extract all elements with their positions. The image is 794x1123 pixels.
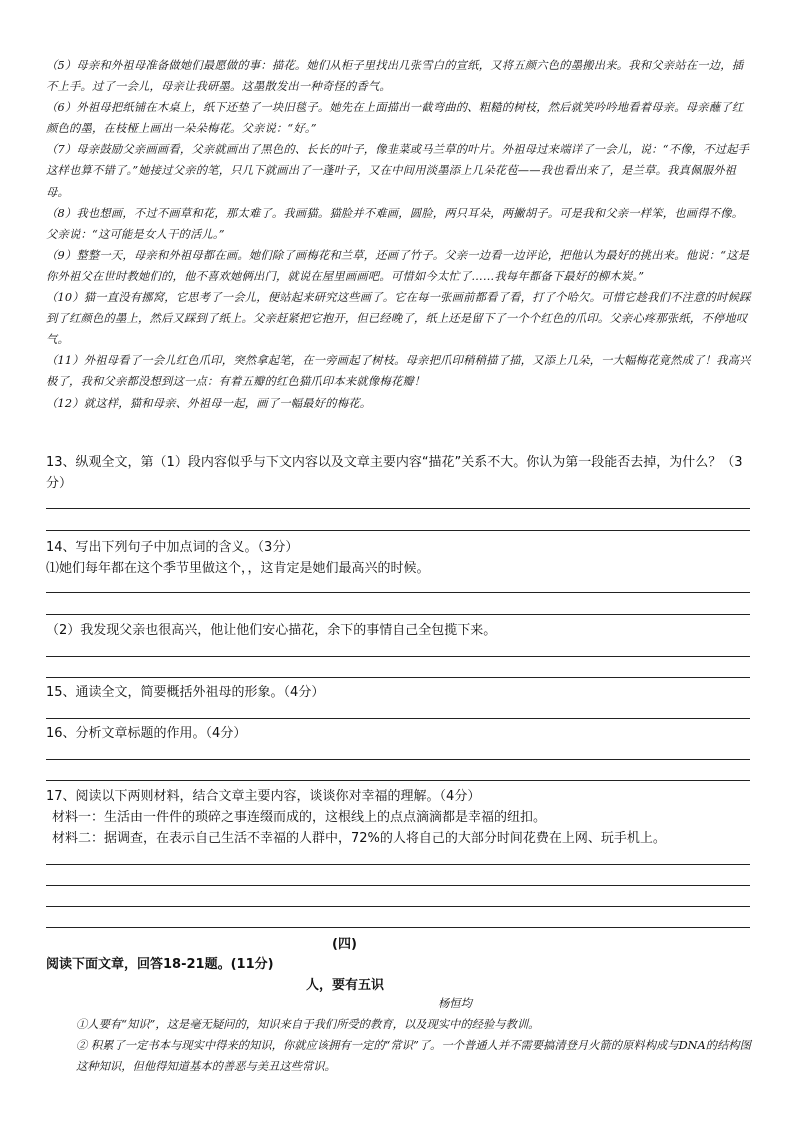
question-14-item-2: （2）我发现父亲也很高兴，他让他们安心描花，余下的事情自己全包揽下来。 bbox=[46, 623, 497, 638]
passage-paragraph-7: （7）母亲鼓励父亲画画看，父亲就画出了黑色的、长长的叶子，像韭菜或马兰草的叶片。外祖母过来端详了一会儿，说：“不像，不过起手这样也算不错了。”她接过父亲的笔，只几下就画出了一蓬叶子，又在中间用淡墨添上几朵花苞——我也看出来了，是兰草。我真佩服外祖母。 bbox=[46, 143, 750, 199]
question-15-text: 15、通读全文，简要概括外祖母的形象。（4分） bbox=[46, 685, 325, 700]
answer-line[interactable] bbox=[46, 885, 750, 886]
answer-line[interactable] bbox=[46, 656, 750, 657]
question-13 bbox=[46, 452, 756, 494]
answer-line[interactable] bbox=[46, 927, 750, 928]
question-14-item-1: ⑴她们每年都在这个季节里做这个，，这肯定是她们最高兴的时候。 bbox=[46, 561, 430, 576]
material-1: 材料一：生活由一件件的琐碎之事连缀而成的，这根线上的点点滴滴都是幸福的纽扣。 bbox=[52, 810, 547, 825]
material-2: 材料二：据调查，在表示自己生活不幸福的人群中，72%的人将自己的大部分时间花费在上网、玩手机上。 bbox=[52, 831, 666, 846]
question-14-text: 14、写出下列句子中加点词的含义。（3分） bbox=[46, 540, 299, 555]
passage-paragraph-5: （5）母亲和外祖母准备做她们最愿做的事：描花。她们从柜子里找出几张雪白的宣纸，又将五颜六色的墨搬出来。我和父亲站在一边，插不上手。过了一会儿，母亲让我研墨。这墨散发出一种奇怪的香气。 bbox=[46, 59, 744, 94]
answer-line[interactable] bbox=[46, 530, 750, 531]
answer-line[interactable] bbox=[46, 614, 750, 615]
answer-line[interactable] bbox=[46, 780, 750, 781]
question-13-text: 13、纵观全文，第（1）段内容似乎与下文内容以及文章主要内容“描花”关系不大。你认为第一段能否去掉，为什么？（3分） bbox=[46, 455, 743, 491]
answer-line[interactable] bbox=[46, 718, 750, 719]
question-16-text: 16、分析文章标题的作用。（4分） bbox=[46, 726, 247, 741]
answer-line[interactable] bbox=[46, 906, 750, 907]
question-17 bbox=[46, 786, 756, 849]
answer-line[interactable] bbox=[46, 759, 750, 760]
reading-instruction: 阅读下面文章，回答18-21题。(11分) bbox=[46, 957, 274, 972]
passage-paragraph-6: （6）外祖母把纸铺在木桌上，纸下还垫了一块旧毯子。她先在上面描出一截弯曲的、粗糙的树枝，然后就笑吟吟地看着母亲。母亲蘸了红颜色的墨，在枝桠上画出一朵朵梅花。父亲说：“好。” bbox=[46, 101, 744, 136]
article-paragraph-2: ② 积累了一定书本与现实中得来的知识，你就应该拥有一定的“常识”了。一个普通人并不需要搞清登月火箭的原料构成与DNA的结构图这种知识，但他得知道基本的善恶与美丑这些常识。 bbox=[76, 1039, 751, 1073]
question-16 bbox=[46, 723, 756, 744]
passage-paragraph-10: （10）猫一直没有挪窝，它思考了一会儿，便站起来研究这些画了。它在每一张画前都看了看，打了个哈欠。可惜它趁我们不注意的时候踩到了红颜色的墨上，然后又踩到了纸上。父亲赶紧把它抱开，但已经晚了，纸上还是留下了一个个红色的爪印。父亲心疼那张纸，不停地叹气。 bbox=[46, 291, 751, 347]
article-author: 杨恒均 bbox=[438, 997, 472, 1010]
passage-paragraph-12: （12）就这样，猫和母亲、外祖母一起，画了一幅最好的梅花。 bbox=[46, 396, 372, 410]
answer-line[interactable] bbox=[46, 592, 750, 593]
article-title: 人，要有五识 bbox=[306, 978, 385, 993]
section-heading: (四) bbox=[332, 937, 357, 952]
article-paragraph-1: ①人要有“知识”，这是毫无疑问的，知识来自于我们所受的教育，以及现实中的经验与教训。 bbox=[76, 1018, 540, 1031]
question-15 bbox=[46, 682, 756, 703]
question-14 bbox=[46, 537, 756, 579]
answer-line[interactable] bbox=[46, 864, 750, 865]
reading-passage bbox=[46, 55, 752, 414]
answer-line[interactable] bbox=[46, 508, 750, 509]
question-17-text: 17、阅读以下两则材料，结合文章主要内容，谈谈你对幸福的理解。（4分） bbox=[46, 789, 481, 804]
passage-paragraph-8: （8）我也想画，不过不画草和花，那太难了。我画猫。猫脸并不难画，圆脸，两只耳朵，两撇胡子。可是我和父亲一样笨，也画得不像。父亲说：“这可能是女人干的活儿。” bbox=[46, 206, 744, 241]
passage-paragraph-9: （9）整整一天，母亲和外祖母都在画。她们除了画梅花和兰草，还画了竹子。父亲一边看一边评论，把他认为最好的挑出来。他说：“这是你外祖父在世时教她们的，他不喜欢她俩出门，就说在屋里画画吧。可惜如今太忙了……我每年都备下最好的柳木炭。” bbox=[46, 248, 750, 283]
passage-paragraph-11: （11）外祖母看了一会儿红色爪印，突然拿起笔，在一旁画起了树枝。母亲把爪印稍稍描了描，又添上几朵，一大幅梅花竟然成了！我高兴极了，我和父亲都没想到这一点：有着五瓣的红色猫爪印本来就像梅花瓣！ bbox=[46, 354, 751, 389]
question-14-2 bbox=[46, 620, 756, 641]
answer-line[interactable] bbox=[46, 677, 750, 678]
article-body bbox=[46, 1014, 752, 1077]
